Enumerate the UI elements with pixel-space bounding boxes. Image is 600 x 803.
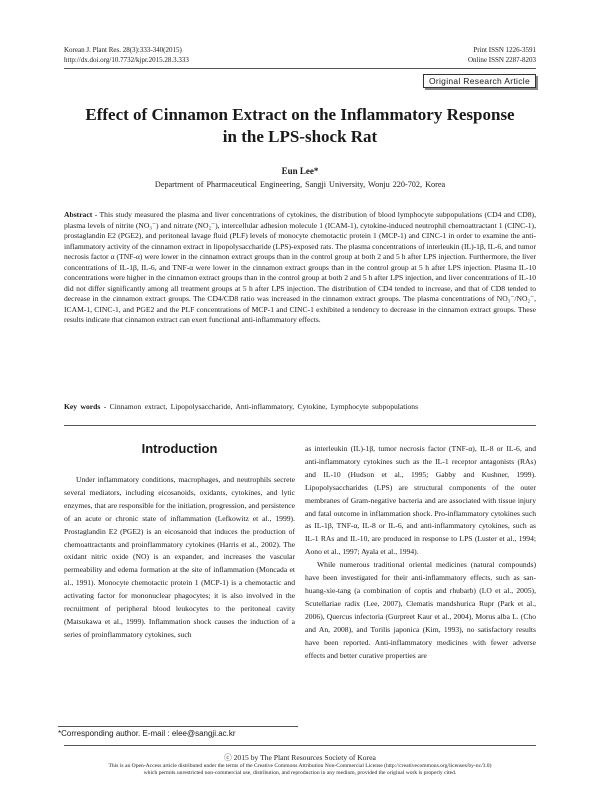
journal-citation: Korean J. Plant Res. 28(3):333-340(2015): [64, 46, 182, 54]
keywords: [64, 402, 536, 413]
right-column: [305, 443, 536, 662]
copyright-notice: ⓒ 2015 by The Plant Resources Society of Korea: [224, 753, 376, 762]
intro-paragraph-2: While numerous traditional oriental medicines (natural compounds) have been investigated for their anti-inflammatory effects, such as san-huang-xie-tang (a combination of coptis and rhubarb) (LO et al., 2005), Scutellariae radix (Lee, 2007), Clematis mandshurica Rupr (Park et al., 2006), Quercus infectoria (Gurpreet Kaur et al., 2004), Morus alba L. (Cho and An, 2008), and Torilis japonica (Kim, 1993), no satisfactory results have been reported. Anti-inflammatory medicines with fewer adverse effects and better curative properties are: [305, 560, 536, 660]
footer-divider: [64, 745, 536, 746]
introduction-heading: Introduction: [141, 441, 218, 456]
keywords-separator: -: [100, 402, 110, 411]
doi-link[interactable]: http://dx.doi.org/10.7732/kjpr.2015.28.3.333: [64, 55, 189, 64]
article-title: [64, 104, 536, 148]
keywords-label: Key words: [64, 402, 101, 411]
abstract-text: This study measured the plasma and liver concentrations of cytokines, the distribution of blood lymphocyte subpopulations (CD4 and CD8), plasma levels of nitrite (NO₃⁻) and nitrate (NO₂⁻), intercellular adhesion molecule 1 (ICAM-1), cytokine-induced neutrophil chemoattractant 1 (CINC-1), prostaglandin E2 (PGE2), and peritoneal lavage fluid (PLF) levels of monocyte chemotactic protein 1 (MCP-1) and CINC-1 in order to examine the anti-inflammatory activity of the cinnamon extract in lipopolysaccharide (LPS)-exposed rats. The plasma concentrations of interleukin (IL)-1β, IL-6, and tumor necrosis factor α (TNF-α) were lower in the cinnamon extract groups than in the control group at both 2 and 5 h after LPS injection. Furthermore, the liver concentrations of IL-1β, IL-6, and TNF-α were lower in the cinnamon extract groups than in the control group at 5 h after LPS injection. Plasma IL-10 concentrations were higher in the cinnamon extract groups than in the control group at both 2 and 5 h after LPS injection, and liver concentrations of IL-10 did not differ significantly among all treatment groups at 5 h after LPS injection. The distribution of CD4 tended to increase, and that of CD8 tended to decrease in the cinnamon extract groups. The CD4/CD8 ratio was increased in the cinnamon extract groups. The plasma concentrations of NO₃⁻/NO₂⁻, ICAM-1, CINC-1, and PGE2 and the PLF concentrations of MCP-1 and CINC-1 exhibited a tendency to decrease in the cinnamon extract groups. These results indicate that cinnamon extract can exert functional anti-inflammatory effects.: [64, 210, 536, 325]
abstract-label: Abstract: [64, 210, 93, 219]
intro-paragraph-1: Under inflammatory conditions, macrophages, and neutrophils secrete several mediators, including eicosanoids, oxidants, cytokines, and lytic enzymes, that are responsible for the initiation, progression, and persistence of an acute or chronic state of inflammation (Lefkowitz et al., 1999). Prostaglandin E2 (PGE2) is an eicosanoid that induces the production of chemoattractants and proinflammatory cytokines (Harris et al., 2002). The oxidant nitric oxide (NO) is an expander, and increases the vascular permeability and edema formation at the site of inflammation (Moncada et al., 1991). Monocyte chemotactic protein 1 (MCP-1) is a chemotactic and activating factor for mononuclear phagocytes; it is also involved in the recruitment of peripheral blood leukocytes to the peritoneal cavity (Matsukawa et al., 1999). Inflammation shock causes the induction of a series of proinflammatory cytokines, such: [64, 475, 295, 639]
article-type-badge: Original Research Article: [423, 74, 536, 88]
print-issn: Print ISSN 1226-3591: [473, 46, 536, 54]
license-line-2: which permits unrestricted non-commercial use, distribution, and reproduction in any medium, provided the original work is properly cited.: [143, 770, 457, 777]
license-notice: [40, 763, 560, 778]
online-issn: Online ISSN 2287-8203: [467, 55, 536, 64]
license-line-1: This is an Open-Access article distributed under the terms of the Creative Commons Attribution Non-Commercial License (http://creativecommons.org/licenses/by-nc/3.0): [108, 763, 492, 769]
title-line-2: in the LPS-shock Rat: [222, 127, 378, 146]
section-divider: [64, 425, 536, 426]
author-name: Eun Lee*: [281, 166, 319, 176]
left-column: [64, 440, 295, 642]
header-divider: [64, 68, 536, 69]
abstract-separator: -: [92, 210, 100, 219]
title-line-1: Effect of Cinnamon Extract on the Inflammatory Response: [85, 105, 515, 124]
journal-header-right: [468, 46, 536, 65]
corresponding-author-note: *Corresponding author. E-mail : elee@sangji.ac.kr: [58, 726, 298, 738]
author-affiliation: Department of Pharmaceutical Engineering, Sangji University, Wonju 220-702, Korea: [154, 180, 446, 189]
intro-paragraph-1-continued: as interleukin (IL)-1β, tumor necrosis factor (TNF-α), IL-8 or IL-6, and anti-inflammatory cytokines such as the IL-1 receptor antagonists (RAs) and IL-10 (Hudson et al., 1995; Gabby and Kushner, 1999). Lipopolysaccharides (LPS) are structural components of the outer membranes of Gram-negative bacteria and are associated with tissue injury and fatal outcome in inflammation shock. Pro-inflammatory cytokines such as IL-1β, TNF-α, IL-8 or IL-6, and anti-inflammatory cytokines, such as IL-1 RAs and IL-10, are produced in response to LPS (Luster et al., 1994; Aono et al., 1997; Ayala et al., 1994).: [305, 444, 536, 557]
journal-header-left: [64, 46, 189, 65]
keywords-text: Cinnamon extract, Lipopolysaccharide, Anti-inflammatory, Cytokine, Lymphocyte subpopulations: [109, 402, 419, 411]
abstract: [64, 210, 536, 326]
